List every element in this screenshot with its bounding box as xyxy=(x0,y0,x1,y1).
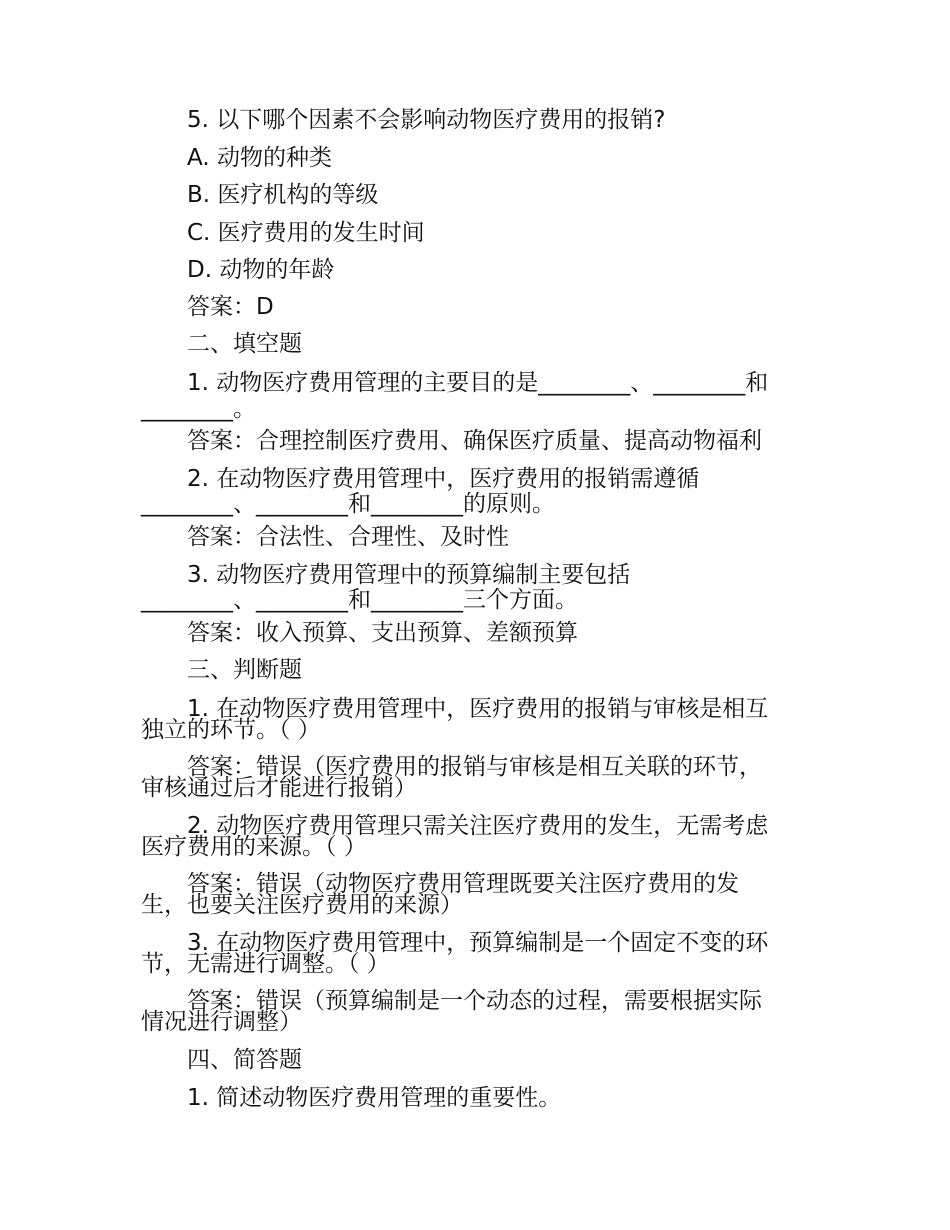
fill-question-3: 3. 动物医疗费用管理中的预算编制主要包括 xyxy=(187,562,631,588)
fill-answer-2: 答案：合法性、合理性、及时性 xyxy=(187,524,509,550)
tf-answer-1: 答案：错误（医疗费用的报销与审核是相互关联的环节， xyxy=(187,754,762,780)
tf-question-1-cont: 独立的环节。（ ） xyxy=(141,717,321,743)
option-d: D. 动物的年龄 xyxy=(187,257,335,283)
fill-question-2-cont: ________、________和________的原则。 xyxy=(141,491,555,517)
section-heading-true-false: 三、判断题 xyxy=(187,657,302,683)
tf-answer-1-cont: 审核通过后才能进行报销） xyxy=(141,775,417,801)
section-heading-short-answer: 四、简答题 xyxy=(187,1047,302,1073)
option-b: B. 医疗机构的等级 xyxy=(187,182,379,208)
tf-answer-3: 答案：错误（预算编制是一个动态的过程，需要根据实际 xyxy=(187,988,762,1014)
fill-answer-1: 答案：合理控制医疗费用、确保医疗质量、提高动物福利 xyxy=(187,428,762,454)
fill-answer-3: 答案：收入预算、支出预算、差额预算 xyxy=(187,620,578,646)
fill-question-3-cont: ________、________和________三个方面。 xyxy=(141,587,578,613)
fill-question-1: 1. 动物医疗费用管理的主要目的是________、________和 xyxy=(187,370,769,396)
tf-answer-3-cont: 情况进行调整） xyxy=(141,1009,302,1035)
tf-answer-2-cont: 生，也要关注医疗费用的来源） xyxy=(141,892,463,918)
fill-question-1-cont: ________。 xyxy=(141,396,256,422)
tf-answer-2: 答案：错误（动物医疗费用管理既要关注医疗费用的发 xyxy=(187,871,739,897)
answer-q5: 答案：D xyxy=(187,294,274,320)
tf-question-1: 1. 在动物医疗费用管理中，医疗费用的报销与审核是相互 xyxy=(187,696,769,722)
option-c: C. 医疗费用的发生时间 xyxy=(187,220,425,246)
tf-question-3-cont: 节，无需进行调整。（ ） xyxy=(141,951,390,977)
option-a: A. 动物的种类 xyxy=(187,145,332,171)
question-5: 5. 以下哪个因素不会影响动物医疗费用的报销? xyxy=(187,107,666,133)
tf-question-2: 2. 动物医疗费用管理只需关注医疗费用的发生，无需考虑 xyxy=(187,813,769,839)
short-question-1: 1. 简述动物医疗费用管理的重要性。 xyxy=(187,1085,562,1111)
section-heading-fill-in: 二、填空题 xyxy=(187,331,302,357)
tf-question-2-cont: 医疗费用的来源。（ ） xyxy=(141,834,367,860)
tf-question-3: 3. 在动物医疗费用管理中，预算编制是一个固定不变的环 xyxy=(187,930,769,956)
fill-question-2: 2. 在动物医疗费用管理中，医疗费用的报销需遵循 xyxy=(187,466,700,492)
